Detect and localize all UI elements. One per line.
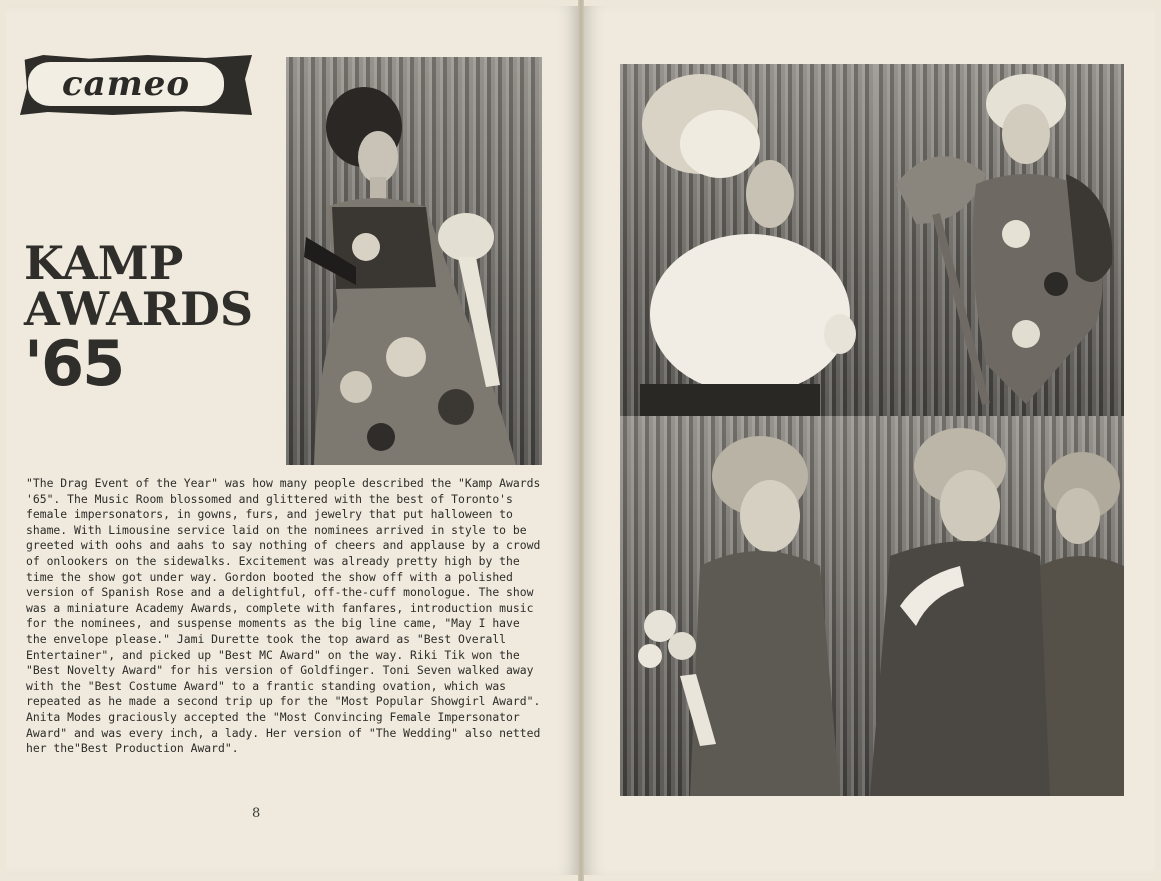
photo-tr-illustration — [876, 64, 1124, 416]
headline-line-2: AWARDS — [24, 282, 254, 336]
photo-tl-illustration — [620, 64, 876, 416]
headline-line-1: KAMP — [24, 236, 184, 290]
page-number: 8 — [252, 806, 261, 821]
headline — [24, 236, 254, 400]
photo-performer-white-fur — [620, 64, 876, 416]
headline-year: '65 — [24, 327, 124, 400]
photo-performer-floral-gown — [286, 57, 542, 465]
article-body: "The Drag Event of the Year" was how many people described the "Kamp Awards '65". The Music Room blossomed and glittered with the best of Toronto's female impersonators, in gowns, furs, and jewelry that put halloween to shame. With Limousine service laid on the nominees arrived in style to be greeted with oohs and aahs to say nothing of cheers and applause by a crowd of onlookers on the sidewalks. Excitement was already pretty high by the time the show got under way. Gordon booted the show off with a polished version of Spanish Rose and a delightful, off-the-cuff monologue. The show was a miniature Academy Awards, complete with fanfares, introduction music for the nominees, and suspense moments as the big line came, "May I have the envelope please." Jami Durette took the top award as "Best Overall Entertainer", and picked up "Best MC Award" on the way. Riki Tik won the "Best Novelty Award" for his version of Goldfinger. Toni Seven walked away with the "Best Costume Award" to a frantic standing ovation, which was repeated as he made a second trip up for the "Most Popular Showgirl Award". Anita Modes graciously accepted the "Most Convincing Female Impersonator Award" and was every inch, a lady. Her version of "The Wedding" also netted her the"Best Production Award". — [26, 476, 541, 756]
photo-performer-flower-prop — [876, 64, 1124, 416]
photo-three-performers — [620, 416, 1124, 796]
photo-b-illustration — [620, 416, 1124, 796]
photo-main-illustration — [286, 57, 542, 465]
section-label: cameo — [61, 64, 191, 104]
section-banner-label-box — [28, 62, 224, 106]
